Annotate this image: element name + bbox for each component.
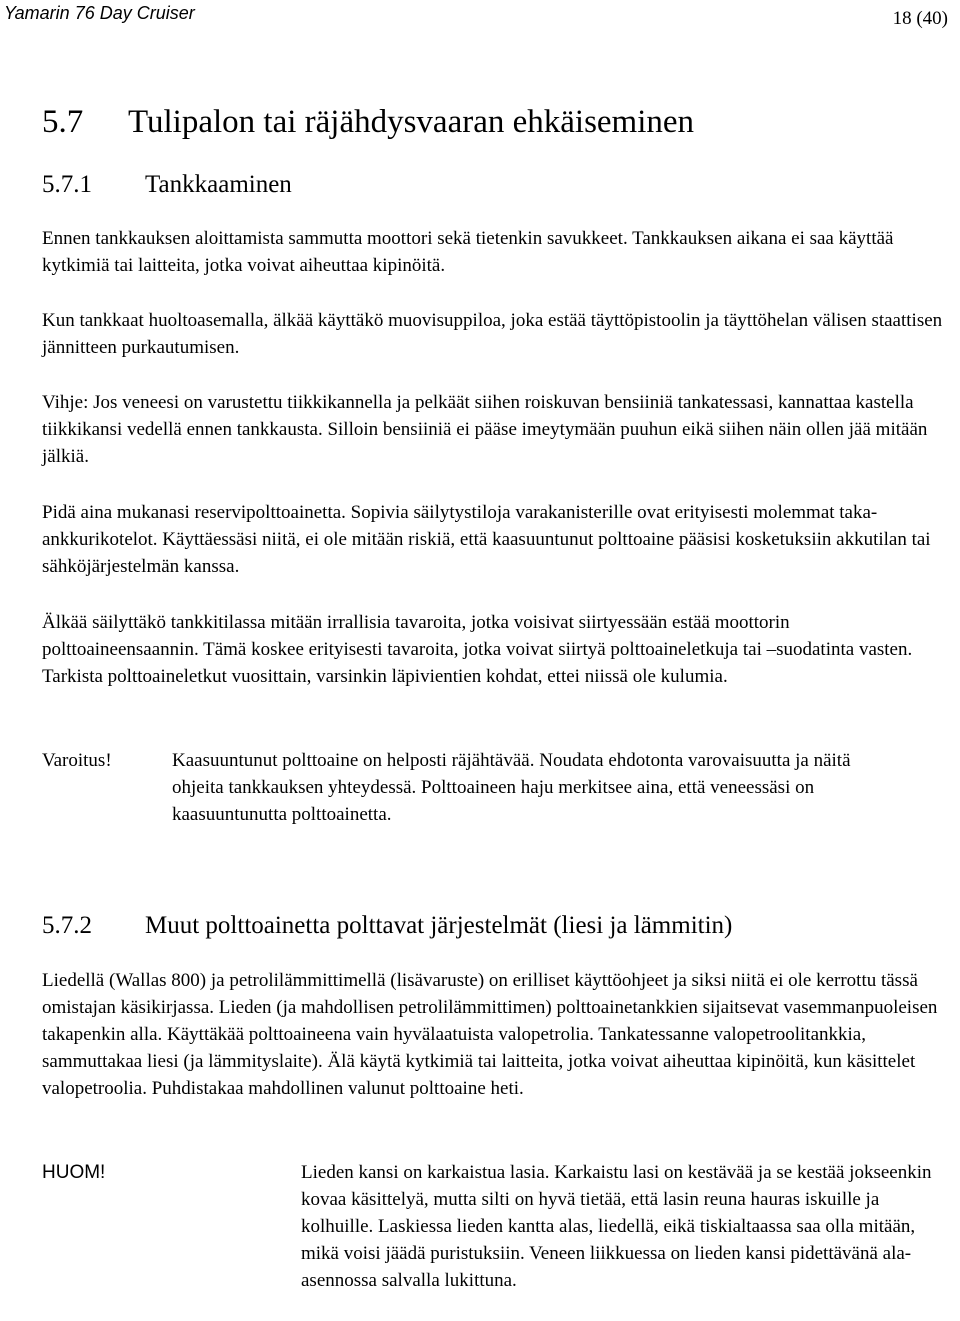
- subsection-title: Tankkaaminen: [145, 171, 292, 198]
- warning-block: [42, 747, 947, 837]
- note-label: HUOM!: [42, 1162, 106, 1183]
- subsection-heading-muut-jarjestelmat: [42, 911, 732, 941]
- paragraph: Pidä aina mukanasi reservipolttoainetta. Sopivia säilytystiloja varakanisterille ovat erityisesti molemmat taka-ankkurikotelot. Käyttäessäsi niitä, ei ole mitään riskiä, että kaasuuntunut polttoaine pääsisi kosketuksiin akkutilan tai sähköjärjestelmän kanssa.: [42, 502, 931, 577]
- paragraph: Ennen tankkauksen aloittamista sammutta moottori sekä tietenkin savukkeet. Tankkauksen aikana ei saa käyttää kytkimiä tai laitteita, jotka voivat aiheuttaa kipinöitä.: [42, 228, 894, 276]
- page-number: 18 (40): [892, 8, 948, 29]
- warning-text: Kaasuuntunut polttoaine on helposti räjähtävää. Noudata ehdotonta varovaisuutta ja näitä ohjeita tankkauksen yhteydessä. Polttoaineen haju merkitsee aina, että veneessäsi on kaasuuntunutta polttoainetta.: [172, 750, 851, 825]
- paragraph: Älkää säilyttäkö tankkitilassa mitään irrallisia tavaroita, jotka voisivat siirtyessään estää moottorin polttoaineensaannin. Tämä koskee erityisesti tavaroita, jotka voivat siirtyä polttoaineletkuja tai –suodatinta vasten. Tarkista polttoaineletkut vuosittain, varsinkin läpivientien kohdat, ettei niissä ole kulumia.: [42, 612, 913, 687]
- paragraph: Liedellä (Wallas 800) ja petrolilämmittimellä (lisävaruste) on erilliset käyttöohjeet ja siksi niitä ei ole kerrottu tässä omistajan käsikirjassa. Lieden (ja mahdollisen petrolilämmittimen) polttoainetankkien sijaitsevat vasemmanpuoleisen takapenkin alla. Käyttäkää polttoaineena vain hyvälaatuista valopetrolia. Tankatessanne valopetroolitankkia, sammuttakaa liesi (ja lämmityslaite). Älä käytä kytkimiä tai laitteita, jotka voivat aiheuttaa kipinöitä, kun käsittelet valopetroolia. Puhdistakaa mahdollinen valunut polttoaine heti.: [42, 970, 938, 1099]
- section-heading: [42, 102, 694, 142]
- subsection-heading-tankkaaminen: [42, 170, 292, 200]
- paragraph: Kun tankkaat huoltoasemalla, älkää käyttäkö muovisuppiloa, joka estää täyttöpistoolin ja täyttöhelan välisen staattisen jännitteen purkautumisen.: [42, 310, 943, 358]
- section-number: 5.7: [42, 104, 84, 140]
- note-text: Lieden kansi on karkaistua lasia. Karkaistu lasi on kestävää ja se kestää jokseenkin kovaa käsittelyä, mutta silti on hyvä tietää, että lasin reuna hauras iskuille ja kolhuille. Laskiessa lieden kantta alas, liedellä, eikä tiskialtaassa saa olla mitään, mikä voisi jäädä puristuksiin. Veneen liikkuessa on lieden kansi pidettävänä ala-asennossa salvalla lukittuna.: [301, 1162, 932, 1291]
- paragraph-tip: Vihje: Jos veneesi on varustettu tiikkikannella ja pelkäät siihen roiskuvan bensiiniä tankatessasi, kannattaa kastella tiikkikansi vedellä ennen tankkausta. Silloin bensiiniä ei pääse imeytymään puuhun eikä siihen näin ollen jää mitään jälkiä.: [42, 392, 928, 467]
- document-header-title: Yamarin 76 Day Cruiser: [4, 3, 195, 23]
- note-block: [42, 1159, 947, 1319]
- section-title: Tulipalon tai räjähdysvaaran ehkäiseminen: [128, 104, 695, 140]
- warning-label: Varoitus!: [42, 750, 112, 771]
- subsection-title: Muut polttoainetta polttavat järjestelmät (liesi ja lämmitin): [145, 912, 733, 939]
- subsection-number: 5.7.1: [42, 171, 92, 198]
- subsection-number: 5.7.2: [42, 912, 92, 939]
